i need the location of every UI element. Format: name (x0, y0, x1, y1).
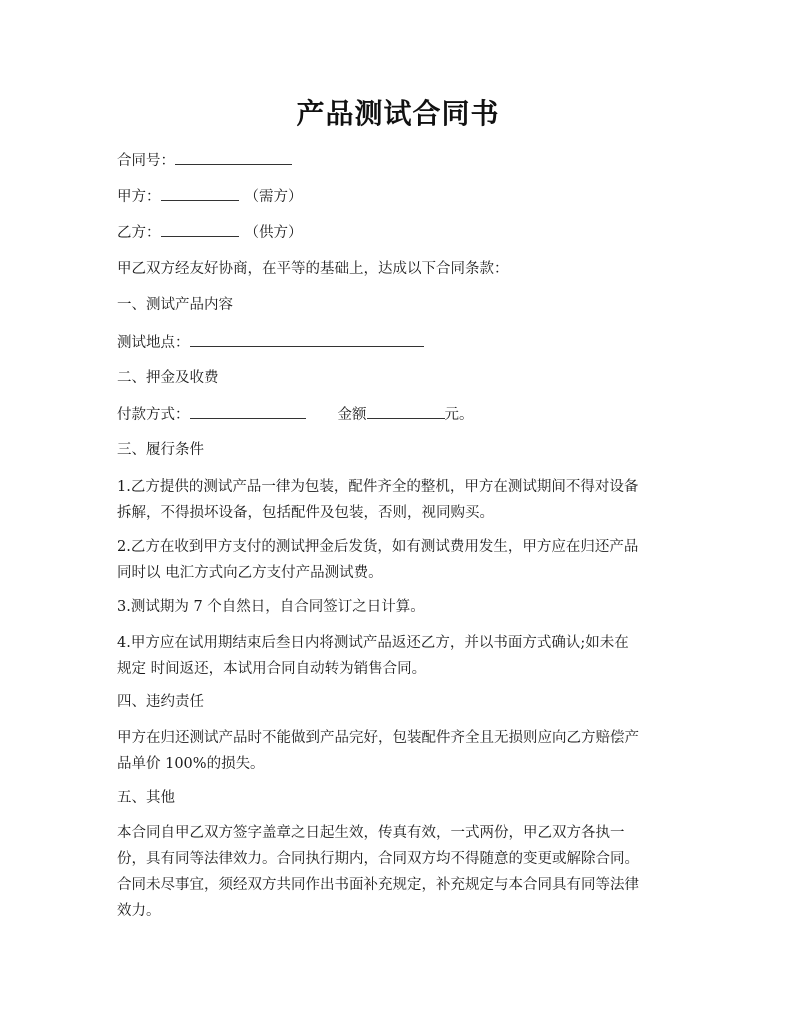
clause-3-2 (117, 534, 682, 586)
other-clause (117, 820, 682, 924)
section-2-heading: 二、押金及收费 (117, 370, 219, 386)
clause-3-3 (117, 594, 682, 620)
clause-3-1-line-2: 拆解，不得损坏设备，包括配件及包装，否则，视同购买。 (117, 505, 494, 521)
contract-number-line (117, 150, 292, 171)
party-b-label: 乙方： (117, 225, 161, 241)
section-3-heading: 三、履行条件 (117, 442, 204, 458)
amount-blank[interactable] (367, 404, 445, 419)
other-clause-line-2: 份，具有同等法律效力。合同执行期内，合同双方均不得随意的变更或解除合同。 (117, 851, 639, 867)
payment-method-blank[interactable] (190, 404, 306, 419)
contract-number-blank[interactable] (175, 150, 292, 165)
clause-3-1 (117, 474, 682, 526)
section-4-heading: 四、违约责任 (117, 694, 204, 710)
payment-method-label: 付款方式： (117, 407, 190, 423)
party-a-blank[interactable] (161, 186, 239, 201)
section-1-heading: 一、测试产品内容 (117, 297, 233, 313)
amount-label: 金额 (337, 407, 367, 423)
party-a-line (117, 186, 303, 207)
clause-3-3-line-1: 3.测试期为 7 个自然日，自合同签订之日计算。 (117, 599, 425, 615)
clause-3-4-line-1: 4.甲方应在试用期结束后叁日内将测试产品返还乙方，并以书面方式确认;如未在 (117, 635, 629, 651)
section-5-heading: 五、其他 (117, 790, 175, 806)
breach-clause-line-2: 品单价 100%的损失。 (117, 756, 265, 772)
clause-3-1-line-1: 1.乙方提供的测试产品一律为包装，配件齐全的整机，甲方在测试期间不得对设备 (117, 479, 639, 495)
breach-clause (117, 725, 682, 777)
contract-number-label: 合同号： (117, 153, 175, 169)
party-a-role: （需方） (244, 189, 303, 205)
amount-unit: 元。 (444, 407, 474, 423)
clause-3-2-line-2: 同时以 电汇方式向乙方支付产品测试费。 (117, 565, 383, 581)
other-clause-line-1: 本合同自甲乙双方签字盖章之日起生效，传真有效，一式两份，甲乙双方各执一 (117, 825, 625, 841)
payment-line (117, 404, 474, 425)
other-clause-line-3: 合同未尽事宜，须经双方共同作出书面补充规定，补充规定与本合同具有同等法律 (117, 877, 639, 893)
document-title: 产品测试合同书 (296, 97, 500, 130)
breach-clause-line-1: 甲方在归还测试产品时不能做到产品完好，包装配件齐全且无损则应向乙方赔偿产 (117, 730, 639, 746)
other-clause-line-4: 效力。 (117, 903, 161, 919)
party-b-line (117, 222, 303, 243)
party-b-role: （供方） (244, 225, 303, 241)
clause-3-4-line-2: 规定 时间返还，本试用合同自动转为销售合同。 (117, 661, 427, 677)
party-a-label: 甲方： (117, 189, 161, 205)
clause-3-2-line-1: 2.乙方在收到甲方支付的测试押金后发货，如有测试费用发生，甲方应在归还产品 (117, 539, 639, 555)
test-location-line (117, 332, 424, 353)
test-location-blank[interactable] (190, 332, 424, 347)
clause-3-4 (117, 630, 682, 682)
party-b-blank[interactable] (161, 222, 239, 237)
test-location-label: 测试地点： (117, 335, 190, 351)
intro-text: 甲乙双方经友好协商，在平等的基础上，达成以下合同条款： (117, 261, 509, 277)
